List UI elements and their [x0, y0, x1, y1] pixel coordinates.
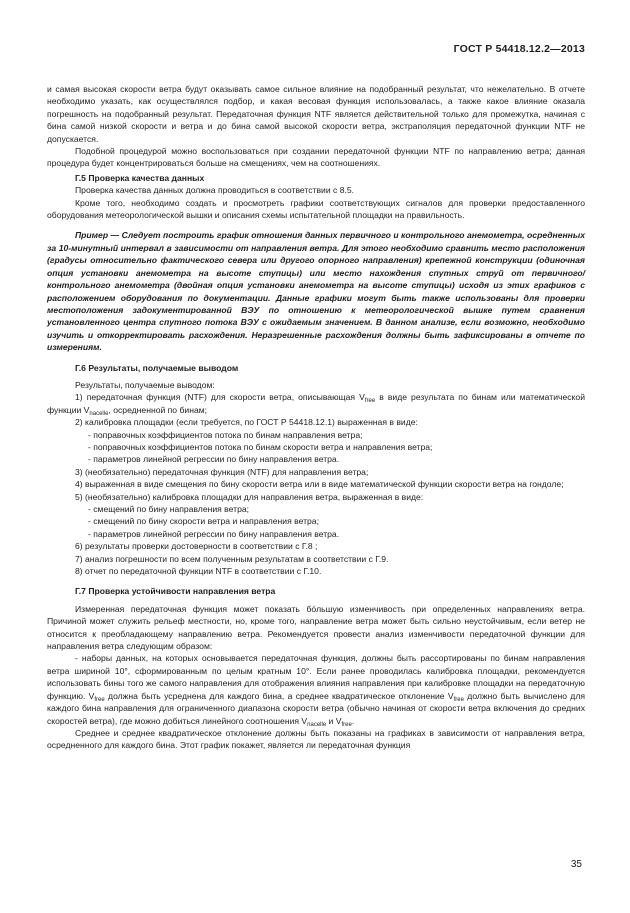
- list-subitem: - параметров линейной регрессии по бину направления ветра.: [88, 454, 340, 465]
- text-run: должно быть вычислено для каждого бина направления для ограниченного диапазона скорости ветра (обычно начиная от скорости ветра включения до средних скоростей ветра), где можно добиться линейного соотношения V: [47, 690, 585, 726]
- list-item: 3) (необязательно) передаточная функция (NTF) для направления ветра;: [75, 466, 369, 477]
- list-item: 7) анализ погрешности по всем полученным результатам в соответствии с Г.9.: [75, 553, 389, 564]
- list-subitem: - поправочных коэффициентов потока по бинам скорости ветра и направления ветра;: [88, 441, 433, 452]
- list-subitem: - параметров линейной регрессии по бину направления ветра.: [88, 528, 340, 539]
- paragraph: Измеренная передаточная функция может показать бо́льшую изменчивость при определенных направлениях ветра. Причиной может служить рельеф местности, но, кроме того, направление ветра может быть сильно неустойчивым, если ветер не относится к преобладающему направлению ветра. Рекомендуется провести анализ изменчивости передаточной функции для направления ветра следующим образом:: [47, 603, 585, 652]
- section-heading-g6: Г.6 Результаты, получаемые выводом: [75, 362, 239, 373]
- list-item: 2) калибровка площадки (если требуется, по ГОСТ Р 54418.12.1) выраженная в виде:: [75, 417, 418, 428]
- text-run: .: [351, 715, 355, 726]
- page-content: [47, 83, 585, 752]
- list-subitem: - поправочных коэффициентов потока по бинам направления ветра;: [88, 429, 363, 440]
- document-header: ГОСТ Р 54418.12.2—2013: [453, 43, 585, 55]
- section-heading-g7: Г.7 Проверка устойчивости направления ветра: [75, 586, 276, 597]
- paragraph: Среднее и среднее квадратическое отклонение должны быть показаны на графиках в зависимости от направления ветра, осредненного для каждого бина. Этот график покажет, является ли передаточная функция: [47, 727, 585, 751]
- list-subitem: - смещений по бину скорости ветра и направления ветра;: [88, 516, 319, 527]
- text-run: 1) передаточная функция (NTF) для скорости ветра, описывающая V: [75, 392, 365, 403]
- paragraph: [47, 652, 585, 726]
- paragraph: и самая высокая скорости ветра будут оказывать самое сильное влияние на подобранный результат, что нежелательно. В отчете необходимо указать, как осуществлялся подбор, и какая весовая функция использовалась, а также какое влияние оказала погрешность на подобранный результат. Передаточная функция NTF является действительной только для промежутка, начиная с бина самой низкой скорости и ветра и до бина самой высокой скорости ветра, экстраполяция передаточной функции NTF не допускается.: [47, 84, 585, 144]
- paragraph: Кроме того, необходимо создать и просмотреть графики соответствующих сигналов для проверки предоставленного оборудования метеорологической вышки и описания схемы испытательной площадки на правильность.: [47, 197, 585, 221]
- list-item: [47, 391, 585, 416]
- paragraph: Проверка качества данных должна проводиться в соответствии с 8.5.: [75, 185, 355, 196]
- section-heading-g5: Г.5 Проверка качества данных: [75, 172, 205, 183]
- list-item: 8) отчет по передаточной функции NTF в соответствии с Г.10.: [75, 566, 322, 577]
- subscript: free: [341, 721, 352, 728]
- text-run: должна быть усреднена для каждого бина, а среднее квадратическое отклонение V: [104, 690, 454, 701]
- text-run: и V: [326, 715, 342, 726]
- text-run: в виде результата по бинам или математической функции V: [47, 392, 585, 415]
- list-item: 4) выраженная в виде смещения по бину скорости ветра или в виде математической функции скорости ветра на гондоле;: [75, 479, 564, 490]
- list-item: 5) (необязательно) калибровка площадки для направления ветра, выраженная в виде:: [75, 491, 424, 502]
- subscript: free: [94, 696, 105, 703]
- subscript: nacelle: [307, 721, 327, 728]
- list-subitem: - смещений по бину направления ветра;: [88, 504, 250, 514]
- example-note: Пример — Следует построить график отношения данных первичного и контрольного анемометра, осредненных за 10-минутный интервал в зависимости от направления ветра. Для этого необходимо сравнить место расположения (градусы относительно фактического севера или другого опорного направления) крепежной конструкции (одиночная опция установки анемометра на высоте ступицы) или место нахождения спутных струй от первичного/контрольного анемометра (двойная опция установки анемометра на высоте ступицы) исходя из этих графиков с расположением оборудования по документации. Данные графики могут быть также использованы для проверки местоположения задокументированной ВЭУ по отношению к метеорологической вышке путем сравнения установленного центра спутного потока ВЭУ с ожидаемым значением. В данном анализе, если возможно, необходимо изучить и откорректировать расхождения. Неразрешенные расхождения должны быть зафиксированы в отчете по измерениям.: [47, 230, 585, 353]
- text-run: , осредненной по бинам;: [108, 404, 208, 415]
- subscript: free: [364, 398, 376, 405]
- paragraph: Подобной процедурой можно воспользоваться при создании передаточной функции NTF по направлению ветра; данная процедура будет концентрироваться больше на смещениях, чем на соотношениях.: [47, 146, 585, 169]
- paragraph: Результаты, получаемые выводом:: [75, 379, 215, 390]
- text-run: - наборы данных, на которых основывается передаточная функция, должны быть рассортированы по бинам направления ветра шириной 10°, сформированным по целым кратным 10°. Если ранее проводилась калибровка площадки, рекомендуется использовать бины того же самого направления для отображения влияния направления при калибровке площадки на передаточную функцию. V: [47, 653, 585, 701]
- list-item: 6) результаты проверки достоверности в соответствии с Г.8 ;: [75, 541, 318, 552]
- subscript: free: [453, 696, 464, 703]
- page-number: 35: [570, 859, 582, 870]
- subscript: nacelle: [89, 410, 109, 417]
